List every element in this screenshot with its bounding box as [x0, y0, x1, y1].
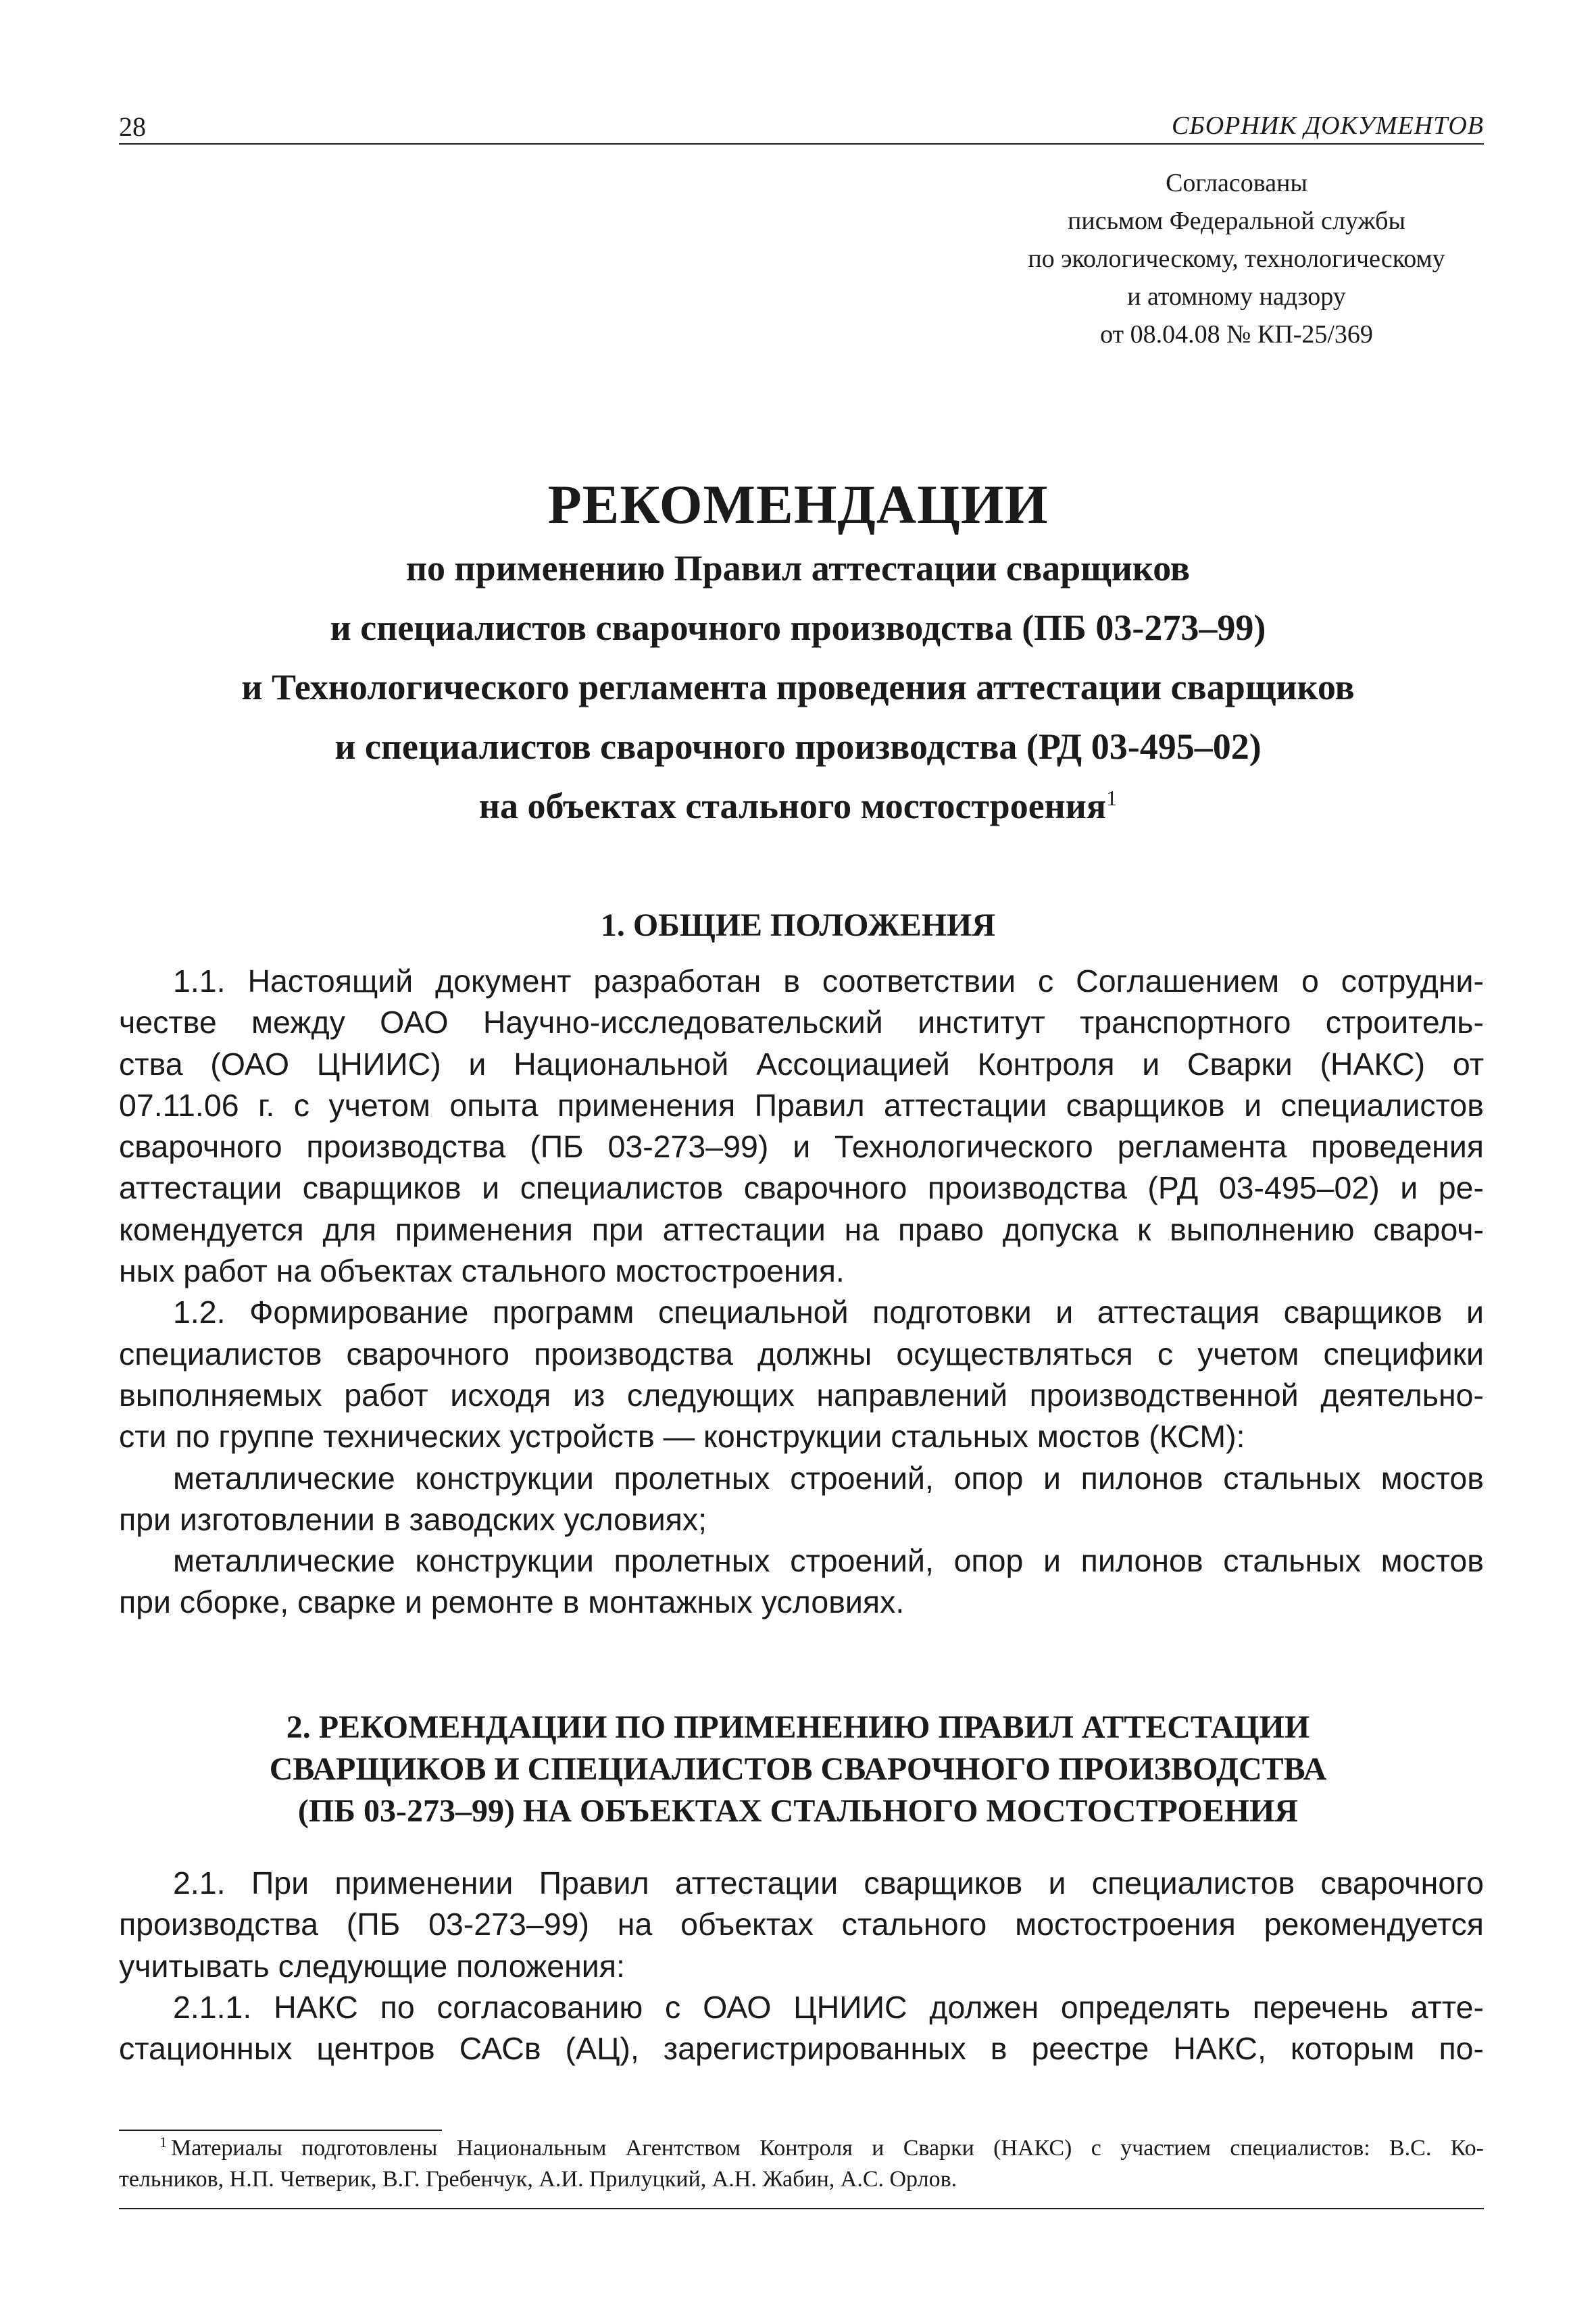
subtitle-line: и Технологического регламента проведения аттестации сварщиков — [241, 667, 1355, 707]
running-title: СБОРНИК ДОКУМЕНТОВ — [1171, 111, 1484, 140]
paragraph-line: сти по группе технических устройств — конструкции стальных мостов (КСМ): — [119, 1419, 1245, 1455]
subtitle-line: и специалистов сварочного производства (ПБ 03-273–99) — [330, 607, 1266, 648]
section-heading-line: 1. ОБЩИЕ ПОЛОЖЕНИЯ — [600, 907, 996, 943]
bottom-rule — [119, 2208, 1484, 2209]
approval-line: Согласованы — [1166, 169, 1307, 197]
section-1-body — [119, 961, 1484, 1624]
paragraph-line: специалистов сварочного производства должны осуществляться с учетом специфики — [119, 1336, 1484, 1372]
section-heading-line: (ПБ 03-273–99) НА ОБЪЕКТАХ СТАЛЬНОГО МОСТОСТРОЕНИЯ — [297, 1793, 1299, 1829]
document-title: РЕКОМЕНДАЦИИ — [547, 474, 1049, 535]
approval-line: по экологическому, технологическому — [1028, 245, 1445, 273]
paragraph-line: стационных центров САСв (АЦ), зарегистрированных в реестре НАКС, которым по- — [119, 2031, 1484, 2067]
paragraph-line: 1.2. Формирование программ специальной подготовки и аттестация сварщиков и — [173, 1294, 1484, 1330]
approval-line: от 08.04.08 № КП-25/369 — [1100, 320, 1373, 349]
running-header — [119, 108, 1484, 145]
subtitle-line: по применению Правил аттестации сварщиков — [405, 548, 1191, 588]
paragraph-line: металлические конструкции пролетных строений, опор и пилонов стальных мостов — [173, 1543, 1484, 1579]
footnote-mark: 1 — [159, 2133, 167, 2150]
paragraph-line: 2.1.1. НАКС по согласованию с ОАО ЦНИИС должен определять перечень атте- — [173, 1989, 1484, 2025]
page-number: 28 — [119, 111, 146, 142]
paragraph-line: учитывать следующие положения: — [119, 1948, 625, 1984]
document-subtitle — [0, 538, 1596, 836]
paragraph-line: металлические конструкции пролетных строений, опор и пилонов стальных мостов — [173, 1460, 1484, 1496]
paragraph-line: сварочного производства (ПБ 03-273–99) и Технологического регламента проведения — [119, 1129, 1484, 1165]
section-heading-line: 2. РЕКОМЕНДАЦИИ ПО ПРИМЕНЕНИЮ ПРАВИЛ АТТЕСТАЦИИ — [286, 1709, 1310, 1745]
paragraph-line: честве между ОАО Научно-исследовательский институт транспортного строитель- — [119, 1005, 1484, 1040]
paragraph-line: комендуется для применения при аттестации на право допуска к выполнению свароч- — [119, 1211, 1484, 1247]
approval-line: и атомному надзору — [1127, 282, 1346, 311]
section-2-heading — [0, 1707, 1596, 1832]
paragraph-line: 07.11.06 г. с учетом опыта применения Правил аттестации сварщиков и специалистов — [119, 1087, 1484, 1123]
section-2-body — [119, 1863, 1484, 2069]
footnote-separator — [119, 2130, 442, 2131]
subtitle-line: на объектах стального мостостроения — [478, 786, 1107, 826]
paragraph-line: ства (ОАО ЦНИИС) и Национальной Ассоциацией Контроля и Сварки (НАКС) от — [119, 1046, 1484, 1082]
approval-block — [932, 164, 1541, 353]
paragraph-line: выполняемых работ исходя из следующих направлений производственной деятельно- — [119, 1377, 1484, 1413]
section-heading-line: СВАРЩИКОВ И СПЕЦИАЛИСТОВ СВАРОЧНОГО ПРОИЗВОДСТВА — [269, 1751, 1327, 1787]
subtitle-line-last — [0, 776, 1596, 836]
paragraph-line: 1.1. Настоящий документ разработан в соответствии с Соглашением о сотрудни- — [173, 963, 1484, 999]
approval-line: письмом Федеральной службы — [1068, 207, 1405, 235]
footnote — [119, 2133, 1484, 2195]
footnote-line — [119, 2133, 1484, 2164]
subtitle-line: и специалистов сварочного производства (РД 03-495–02) — [334, 726, 1262, 767]
footnote-reference[interactable]: 1 — [1106, 786, 1118, 810]
paragraph-line: при изготовлении в заводских условиях; — [119, 1501, 707, 1537]
paragraph-line: при сборке, сварке и ремонте в монтажных условиях. — [119, 1584, 905, 1620]
footnote-text: Материалы подготовлены Национальным Агентством Контроля и Сварки (НАКС) с участием специалистов: В.С. Ко- — [171, 2136, 1484, 2161]
section-1-heading — [0, 905, 1596, 947]
paragraph-line: 2.1. При применении Правил аттестации сварщиков и специалистов сварочного — [173, 1865, 1484, 1901]
paragraph-line: ных работ на объектах стального мостостроения. — [119, 1253, 845, 1289]
footnote-line: тельников, Н.П. Четверик, В.Г. Гребенчук, А.И. Прилуцкий, А.Н. Жабин, А.С. Орлов. — [119, 2167, 957, 2192]
paragraph-line: производства (ПБ 03-273–99) на объектах стального мостостроения рекомендуется — [119, 1907, 1484, 1942]
paragraph-line: аттестации сварщиков и специалистов сварочного производства (РД 03-495–02) и ре- — [119, 1170, 1484, 1206]
